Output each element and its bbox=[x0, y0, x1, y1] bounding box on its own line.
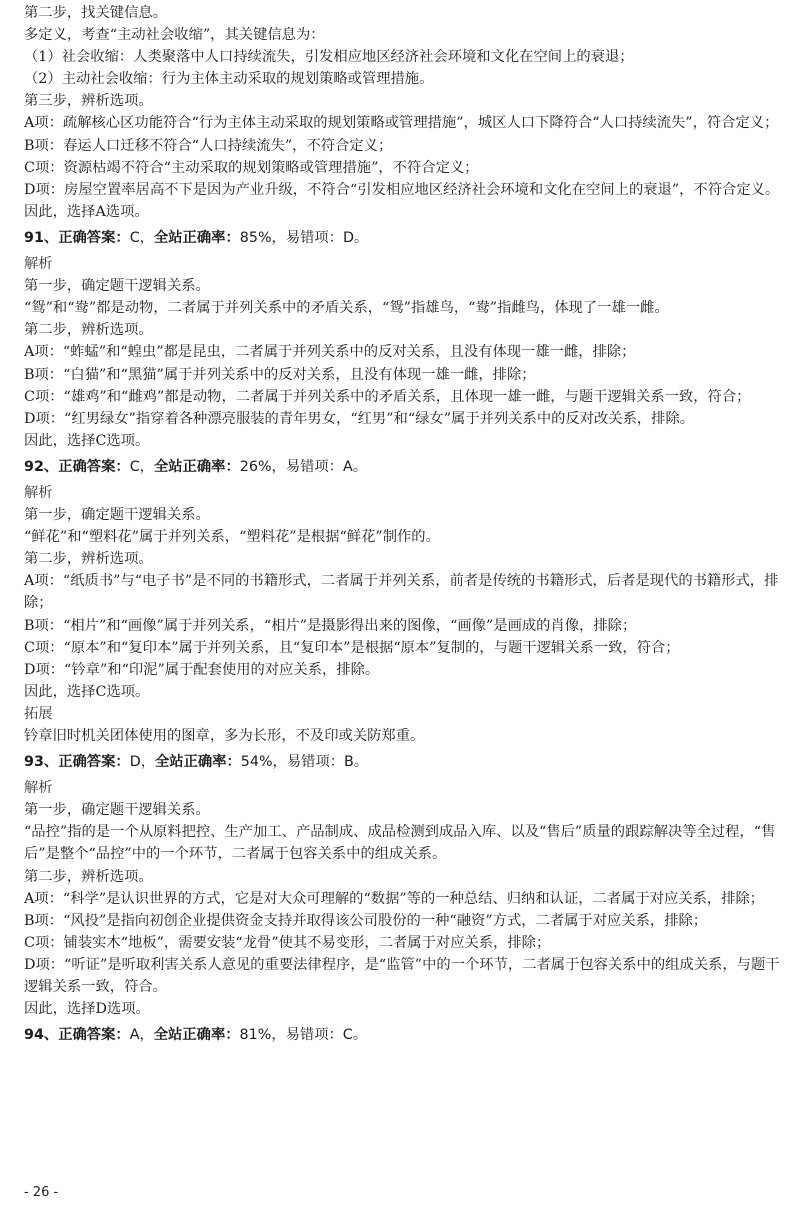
answer-label: 正确答案： bbox=[58, 754, 130, 771]
question-number: 91、 bbox=[24, 229, 59, 246]
text-line: A项：疏解核心区功能符合“行为主体主动采取的规划策略或管理措施”，城区人口下降符合“人口持续流失”，符合定义； bbox=[24, 115, 779, 132]
rate-label: 全站正确率： bbox=[153, 229, 240, 246]
question-91-heading bbox=[24, 227, 786, 249]
rate-label: 全站正确率： bbox=[153, 1027, 240, 1044]
analysis-title: 解析 bbox=[24, 484, 53, 501]
text-line: B项：“白猫”和“黑猫”属于并列关系中的反对关系，且没有体现一雄一雌，排除； bbox=[24, 366, 536, 383]
question-number: 92、 bbox=[24, 458, 59, 475]
rate-label: 全站正确率： bbox=[155, 754, 241, 771]
page-number: - 26 - bbox=[24, 1185, 59, 1200]
question-93-heading bbox=[24, 751, 786, 773]
question-number: 94、 bbox=[24, 1027, 59, 1044]
text-line: B项：春运人口迁移不符合“人口持续流失”，不符合定义； bbox=[24, 137, 393, 154]
answer-label: 正确答案： bbox=[58, 1027, 130, 1044]
text-line: “鸳”和“鸯”都是动物，二者属于并列关系中的矛盾关系，“鸳”指雄鸟，“鸯”指雌鸟，体现了一雄一雌。 bbox=[24, 300, 669, 317]
text-line: 第二步，辨析选项。 bbox=[24, 868, 153, 885]
text-line: C项：资源枯竭不符合“主动采取的规划策略或管理措施”，不符合定义； bbox=[24, 159, 479, 176]
text-line: 第一步，确定题干逻辑关系。 bbox=[24, 507, 210, 524]
text-line: B项：“风投”是指向初创企业提供资金支持并取得该公司股份的一种“融资”方式，二者属于对应关系，排除； bbox=[24, 912, 708, 929]
extension-title: 拓展 bbox=[24, 705, 53, 722]
answer-value: A， bbox=[129, 1027, 154, 1044]
text-line: 因此，选择C选项。 bbox=[24, 432, 150, 449]
analysis-title: 解析 bbox=[24, 780, 53, 797]
text-line: C项：“原本”和“复印本”属于并列关系，且“复印本”是根据“原本”复制的，与题干逻辑关系一致，符合； bbox=[24, 639, 680, 656]
rate-label: 全站正确率： bbox=[153, 458, 240, 475]
answer-label: 正确答案： bbox=[58, 458, 130, 475]
text-line: （1）社会收缩：人类聚落中人口持续流失，引发相应地区经济社会环境和文化在空间上的衰退； bbox=[24, 49, 634, 66]
rate-value: 85%，易错项：D。 bbox=[239, 229, 369, 246]
text-line: A项：“蚱蜢”和“蝗虫”都是昆虫，二者属于并列关系中的反对关系，且没有体现一雄一雌，排除； bbox=[24, 344, 636, 361]
text-line: A项：“纸质书”与“电子书”是不同的书籍形式，二者属于并列关系，前者是传统的书籍形式，后者是现代的书籍形式，排除； bbox=[24, 573, 779, 612]
text-line: 因此，选择C选项。 bbox=[24, 683, 150, 700]
top-section bbox=[24, 2, 786, 223]
text-line: 第二步，找关键信息。 bbox=[24, 5, 167, 21]
text-line: （2）主动社会收缩：行为主体主动采取的规划策略或管理措施。 bbox=[24, 71, 434, 88]
answer-label: 正确答案： bbox=[58, 229, 130, 246]
text-line: D项：“钤章”和“印泥”属于配套使用的对应关系，排除。 bbox=[24, 661, 380, 678]
extension-text: 钤章旧时机关团体使用的图章，多为长形，不及印或关防郑重。 bbox=[24, 728, 425, 744]
text-line: 第二步，辨析选项。 bbox=[24, 551, 153, 568]
answer-value: C， bbox=[129, 229, 154, 246]
question-92-heading bbox=[24, 456, 786, 478]
text-line: B项：“相片”和“画像”属于并列关系，“相片”是摄影得出来的图像，“画像”是画成的肖像，排除； bbox=[24, 617, 637, 634]
text-line: 多定义，考查“主动社会收缩”，其关键信息为： bbox=[24, 27, 325, 44]
question-number: 93、 bbox=[24, 754, 59, 771]
answer-value: C， bbox=[129, 458, 154, 475]
text-line: 第一步，确定题干逻辑关系。 bbox=[24, 278, 210, 295]
text-line: 因此，选择D选项。 bbox=[24, 1001, 150, 1018]
answer-value: D， bbox=[129, 754, 155, 771]
text-line: D项：“听证”是听取利害关系人意见的重要法律程序，是“监管”中的一个环节，二者属于包容关系中的组成关系，与题干逻辑关系一致，符合。 bbox=[24, 956, 780, 996]
text-line: 因此，选择A选项。 bbox=[24, 203, 149, 220]
text-line: 第一步，确定题干逻辑关系。 bbox=[24, 802, 210, 819]
text-line: 第三步，辨析选项。 bbox=[24, 93, 153, 110]
text-line: A项：“科学”是认识世界的方式，它是对大众可理解的“数据”等的一种总结、归纳和认证，二者属于对应关系，排除； bbox=[24, 890, 765, 907]
text-line: D项：房屋空置率居高不下是因为产业升级，不符合“引发相应地区经济社会环境和文化在空间上的衰退”，不符合定义。 bbox=[24, 181, 780, 198]
text-line: “品控”指的是一个从原料把控、生产加工、产品制成、成品检测到成品入库、以及“售后”质量的跟踪解决等全过程，“售后”是整个“品控”中的一个环节，二者属于包容关系中的组成关系。 bbox=[24, 824, 776, 863]
rate-value: 26%，易错项：A。 bbox=[239, 458, 368, 475]
rate-value: 81%，易错项：C。 bbox=[239, 1027, 368, 1044]
rate-value: 54%，易错项：B。 bbox=[240, 754, 369, 771]
question-94-heading bbox=[24, 1024, 786, 1046]
text-line: D项：“红男绿女”指穿着各种漂亮服装的青年男女，“红男”和“绿女”属于并列关系中的反对改关系，排除。 bbox=[24, 410, 695, 427]
text-line: C项：铺装实木“地板”，需要安装“龙骨”使其不易变形，二者属于对应关系，排除； bbox=[24, 934, 551, 951]
text-line: C项：“雄鸡”和“雌鸡”都是动物，二者属于并列关系中的矛盾关系，且体现一雄一雌，与题干逻辑关系一致，符合； bbox=[24, 388, 751, 405]
text-line: “鲜花”和“塑料花”属于并列关系，“塑料花”是根据“鲜花”制作的。 bbox=[24, 529, 440, 546]
text-line: 第二步，辨析选项。 bbox=[24, 322, 153, 339]
analysis-title: 解析 bbox=[24, 256, 53, 273]
